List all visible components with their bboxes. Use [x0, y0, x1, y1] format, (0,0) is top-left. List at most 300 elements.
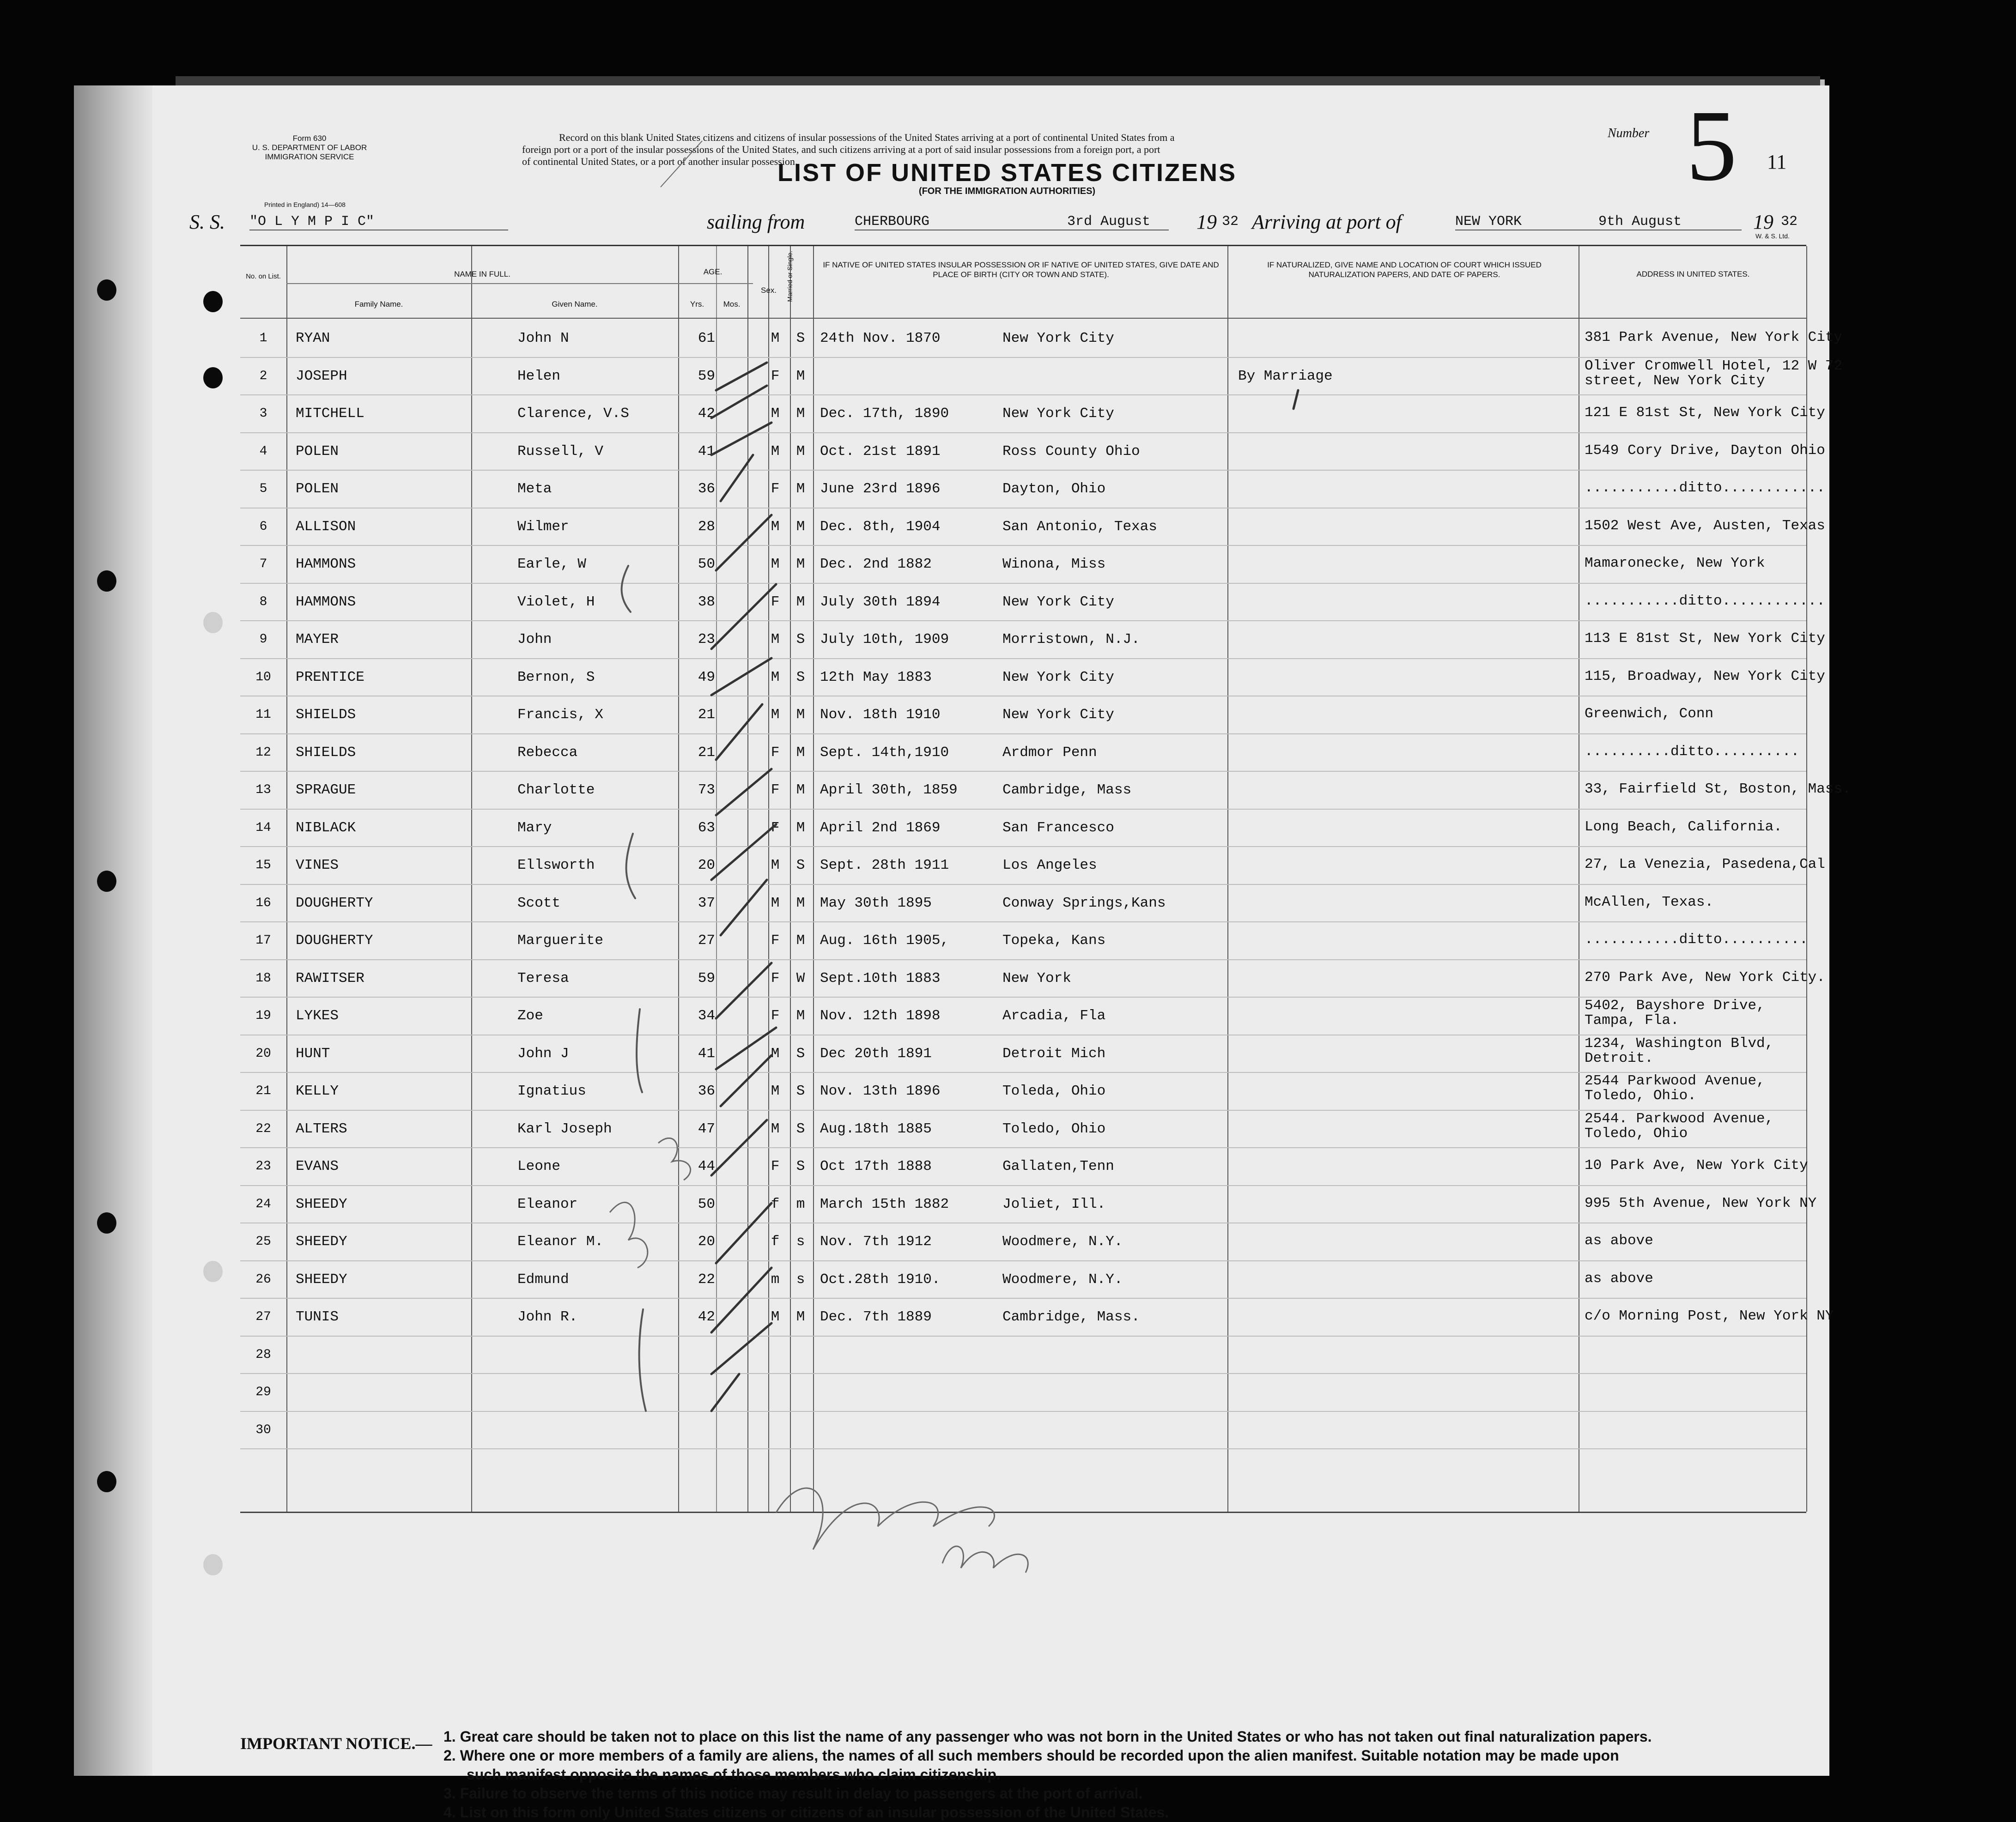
handwritten-note — [610, 1202, 648, 1268]
birth-date: May 30th 1895 — [820, 895, 932, 911]
col-age: AGE. — [703, 267, 723, 276]
birth-place: New York City — [1002, 593, 1114, 610]
notice-item: 4. List on this form only United States citizens or citizens of an insular possession of the United States. — [443, 1804, 1169, 1821]
col-yrs: Yrs. — [690, 300, 704, 309]
birth-place: Joliet, Ill. — [1002, 1196, 1106, 1212]
notice-item: 2. Where one or more members of a family are aliens, the names of all such members should be recorded upon the alien manifest. Suitable notation may be made upon — [443, 1747, 1619, 1764]
family-name: SHIELDS — [296, 707, 356, 723]
marital-status: M — [796, 406, 805, 422]
given-name: Helen — [517, 368, 561, 384]
birth-place: Ardmor Penn — [1002, 744, 1097, 761]
birth-place: Los Angeles — [1002, 857, 1097, 873]
notice-item: such manifest opposite the names of those members who claim citizenship. — [467, 1766, 1001, 1783]
row-number: 27 — [255, 1310, 271, 1324]
check-mark — [711, 1323, 771, 1374]
birth-date: Oct 17th 1888 — [820, 1158, 932, 1174]
address-line: Long Beach, California. — [1585, 818, 1782, 835]
record-text-line: Record on this blank United States citizens and citizens of insular possessions of the United States arriving at a port of continental United States from a — [559, 132, 1175, 143]
row-number: 17 — [255, 933, 271, 948]
age-years: 59 — [698, 368, 715, 384]
check-mark — [721, 455, 753, 501]
address-line: Greenwich, Conn — [1585, 706, 1714, 722]
marital-status: S — [796, 1158, 805, 1174]
birth-place: New York City — [1002, 406, 1114, 422]
family-name: PRENTICE — [296, 669, 364, 685]
address-line: Tampa, Fla. — [1585, 1012, 1679, 1029]
marital-status: s — [796, 1271, 805, 1288]
form-number: Form 630 — [292, 134, 327, 143]
age-years: 36 — [698, 1083, 715, 1099]
check-mark — [711, 824, 776, 880]
marital-status: M — [796, 744, 805, 761]
address-line: ...........ditto.......... — [1585, 932, 1808, 948]
birth-date: Oct. 21st 1891 — [820, 443, 941, 460]
row-number: 12 — [255, 745, 271, 760]
birth-place: Winona, Miss — [1002, 556, 1106, 572]
sex: f — [771, 1234, 780, 1250]
check-mark — [716, 1203, 771, 1263]
address-line: Mamaronecke, New York — [1585, 555, 1765, 571]
row-number: 14 — [255, 820, 271, 835]
birth-date: April 2nd 1869 — [820, 819, 941, 836]
family-name: ALLISON — [296, 518, 356, 535]
given-name: Francis, X — [517, 707, 604, 723]
marital-status: M — [796, 932, 805, 949]
address-line: street, New York City — [1585, 372, 1765, 389]
check-mark — [711, 386, 767, 418]
family-name: ALTERS — [296, 1120, 347, 1137]
address-line: 121 E 81st St, New York City — [1585, 405, 1825, 421]
marital-status: S — [796, 330, 805, 346]
family-name: SHIELDS — [296, 744, 356, 761]
sex: M — [771, 556, 780, 572]
birth-place: Cambridge, Mass. — [1002, 1309, 1140, 1325]
age-years: 21 — [698, 707, 715, 723]
marital-status: S — [796, 669, 805, 685]
service-name: IMMIGRATION SERVICE — [265, 152, 354, 161]
address-line: Detroit. — [1585, 1050, 1653, 1066]
age-years: 61 — [698, 330, 715, 346]
handwritten-marks — [74, 85, 1829, 1776]
record-text-line: foreign port or a port of the insular possessions of the United States, and such citizens arriving at a port of said insular possessions from a foreign port, a port — [522, 144, 1160, 155]
address-line: as above — [1585, 1270, 1653, 1287]
row-number: 21 — [255, 1084, 271, 1098]
marital-status: M — [796, 518, 805, 535]
row-number: 25 — [255, 1235, 271, 1249]
departure-date: 3rd August — [1067, 214, 1151, 230]
sex: F — [771, 782, 780, 798]
row-number: 11 — [255, 708, 271, 722]
family-name: TUNIS — [296, 1309, 339, 1325]
row-number: 18 — [255, 971, 271, 986]
address-line: ..........ditto.......... — [1585, 743, 1800, 760]
marital-status: M — [796, 443, 805, 460]
marital-status: M — [796, 368, 805, 384]
given-name: Eleanor — [517, 1196, 578, 1212]
address-line: 5402, Bayshore Drive, — [1585, 998, 1765, 1014]
given-name: Violet, H — [517, 593, 595, 610]
birth-place: San Antonio, Texas — [1002, 518, 1157, 535]
signature — [776, 1488, 995, 1550]
row-number: 29 — [255, 1385, 271, 1399]
birth-date: Dec. 8th, 1904 — [820, 518, 941, 535]
check-mark — [711, 584, 776, 649]
birth-date: Nov. 7th 1912 — [820, 1234, 932, 1250]
birth-place: New York City — [1002, 669, 1114, 685]
row-number: 13 — [255, 783, 271, 797]
sex: F — [771, 368, 780, 384]
given-name: John N — [517, 330, 569, 346]
birth-place: Morristown, N.J. — [1002, 631, 1140, 648]
list-number-suffix: 11 — [1767, 151, 1787, 173]
address-line: 2544 Parkwood Avenue, — [1585, 1073, 1765, 1089]
notice-label: IMPORTANT NOTICE.— — [240, 1734, 432, 1753]
family-name: DOUGHERTY — [296, 895, 373, 911]
sex: M — [771, 631, 780, 648]
birth-place: Toleda, Ohio — [1002, 1083, 1106, 1099]
address-line: McAllen, Texas. — [1585, 894, 1714, 910]
given-name: Rebecca — [517, 744, 578, 761]
birth-date: Dec 20th 1891 — [820, 1045, 932, 1062]
row-number: 8 — [259, 594, 267, 609]
sex: M — [771, 406, 780, 422]
birth-date: Nov. 18th 1910 — [820, 707, 941, 723]
col-naturalized-info: IF NATURALIZED, GIVE NAME AND LOCATION OF COURT WHICH ISSUED NATURALIZATION PAPERS, AND DATE OF PAPERS. — [1267, 260, 1542, 279]
sex: M — [771, 1045, 780, 1062]
sex: M — [771, 1309, 780, 1325]
ss-label: S. S. — [189, 211, 225, 233]
given-name: Eleanor M. — [517, 1234, 604, 1250]
age-years: 49 — [698, 669, 715, 685]
age-years: 50 — [698, 1196, 715, 1212]
age-years: 28 — [698, 518, 715, 535]
birth-date: Nov. 13th 1896 — [820, 1083, 941, 1099]
birth-place: San Francesco — [1002, 819, 1114, 836]
age-years: 20 — [698, 857, 715, 873]
row-number: 30 — [255, 1422, 271, 1437]
row-number: 9 — [259, 632, 267, 647]
address-line: ...........ditto............ — [1585, 480, 1825, 496]
age-years: 47 — [698, 1120, 715, 1137]
marital-status: M — [796, 1008, 805, 1024]
pen-stroke — [661, 141, 702, 187]
family-name: VINES — [296, 857, 339, 873]
row-number: 22 — [255, 1121, 271, 1136]
col-given-name: Given Name. — [552, 300, 598, 309]
given-name: John — [517, 631, 552, 648]
given-name: Clarence, V.S — [517, 406, 629, 422]
marital-status: S — [796, 631, 805, 648]
check-mark — [716, 515, 771, 570]
check-mark — [716, 1028, 776, 1069]
birth-date: June 23rd 1896 — [820, 481, 941, 497]
age-years: 50 — [698, 556, 715, 572]
given-name: Mary — [517, 819, 552, 836]
family-name: SHEEDY — [296, 1196, 347, 1212]
age-years: 41 — [698, 443, 715, 460]
marital-status: M — [796, 819, 805, 836]
sex: M — [771, 857, 780, 873]
given-name: Karl Joseph — [517, 1120, 612, 1137]
bracket-mark — [637, 1009, 642, 1092]
address-line: 1234, Washington Blvd, — [1585, 1035, 1774, 1052]
sex: M — [771, 669, 780, 685]
row-number: 2 — [259, 369, 267, 383]
given-name: Leone — [517, 1158, 561, 1174]
col-name-in-full: NAME IN FULL. — [454, 270, 510, 278]
birth-place: Arcadia, Fla — [1002, 1008, 1106, 1024]
page-subtitle: (FOR THE IMMIGRATION AUTHORITIES) — [918, 186, 1096, 196]
check-mark — [1293, 390, 1298, 409]
birth-place: New York City — [1002, 330, 1114, 346]
marital-status: M — [796, 593, 805, 610]
given-name: Scott — [517, 895, 561, 911]
manifest-page — [74, 85, 1851, 1821]
check-mark — [711, 1374, 739, 1411]
family-name: NIBLACK — [296, 819, 356, 836]
given-name: Zoe — [517, 1008, 543, 1024]
col-family-name: Family Name. — [354, 300, 403, 309]
birth-date: April 30th, 1859 — [820, 782, 958, 798]
address-line: Toledo, Ohio. — [1585, 1088, 1696, 1104]
address-line: 995 5th Avenue, New York NY — [1585, 1195, 1817, 1211]
age-years: 42 — [698, 1309, 715, 1325]
sex: F — [771, 970, 780, 987]
birth-place: Conway Springs,Kans — [1002, 895, 1166, 911]
family-name: KELLY — [296, 1083, 339, 1099]
address-line: Toledo, Ohio — [1585, 1125, 1688, 1142]
bracket-mark — [639, 1309, 646, 1411]
given-name: Edmund — [517, 1271, 569, 1288]
arrival-date: 9th August — [1598, 214, 1682, 230]
number-label: Number — [1608, 126, 1650, 140]
address-line: 270 Park Ave, New York City. — [1585, 969, 1825, 986]
family-name: HUNT — [296, 1045, 330, 1062]
birth-place: Ross County Ohio — [1002, 443, 1140, 460]
family-name: LYKES — [296, 1008, 339, 1024]
birth-date: Aug. 16th 1905, — [820, 932, 949, 949]
age-years: 27 — [698, 932, 715, 949]
sex: F — [771, 481, 780, 497]
given-name: Russell, V — [517, 443, 604, 460]
row-number: 10 — [255, 670, 271, 684]
family-name: SPRAGUE — [296, 782, 356, 798]
address-line: 115, Broadway, New York City — [1585, 668, 1825, 684]
row-number: 1 — [259, 331, 267, 345]
col-mos: Mos. — [723, 300, 741, 309]
notice-item: 3. Failure to observe the terms of this notice may result in delay to passengers at the port of arrival. — [443, 1785, 1143, 1802]
check-mark — [711, 658, 771, 695]
family-name: POLEN — [296, 443, 339, 460]
record-text-line: of continental United States, or a port of another insular possession. — [522, 156, 798, 167]
marital-status: M — [796, 481, 805, 497]
naturalization-info: By Marriage — [1238, 368, 1333, 384]
check-mark — [721, 880, 767, 935]
address-line: 1549 Cory Drive, Dayton Ohio — [1585, 442, 1825, 459]
age-years: 73 — [698, 782, 715, 798]
birth-date: Aug.18th 1885 — [820, 1120, 932, 1137]
marital-status: W — [796, 970, 805, 987]
sex: M — [771, 1083, 780, 1099]
marital-status: S — [796, 857, 805, 873]
age-years: 20 — [698, 1234, 715, 1250]
sex: m — [771, 1271, 780, 1288]
sex: M — [771, 895, 780, 911]
birth-place: Woodmere, N.Y. — [1002, 1234, 1123, 1250]
age-years: 44 — [698, 1158, 715, 1174]
col-birth-info: IF NATIVE OF UNITED STATES INSULAR POSSESSION OR IF NATIVE OF UNITED STATES, GIVE DATE AND PLACE OF BIRTH (CITY OR TOWN AND STATE). — [823, 260, 1219, 279]
family-name: EVANS — [296, 1158, 339, 1174]
arriving-label: Arriving at port of — [1252, 211, 1402, 233]
departure-port: CHERBOURG — [855, 214, 1169, 230]
col-sex: Sex. — [760, 286, 777, 295]
col-married-single: Married or Single. — [786, 251, 794, 302]
marital-status: m — [796, 1196, 805, 1212]
family-name: DOUGHERTY — [296, 932, 373, 949]
address-line: 27, La Venezia, Pasedena,Cal — [1585, 856, 1825, 872]
age-years: 42 — [698, 406, 715, 422]
birth-date: July 30th 1894 — [820, 593, 941, 610]
address-line: 33, Fairfield St, Boston, Mass. — [1585, 781, 1851, 797]
sex: F — [771, 1008, 780, 1024]
age-years: 37 — [698, 895, 715, 911]
birth-place: Cambridge, Mass — [1002, 782, 1132, 798]
address-line: Oliver Cromwell Hotel, 12 W 72 — [1585, 357, 1843, 374]
sex: M — [771, 1120, 780, 1137]
birth-date: March 15th 1882 — [820, 1196, 949, 1212]
check-mark — [716, 963, 771, 1018]
given-name: Ignatius — [517, 1083, 586, 1099]
arrival-port: NEW YORK — [1455, 214, 1742, 230]
sex: F — [771, 932, 780, 949]
family-name: HAMMONS — [296, 556, 356, 572]
given-name: Marguerite — [517, 932, 604, 949]
marital-status: M — [796, 1309, 805, 1325]
handwritten-note — [658, 1138, 691, 1180]
signature — [942, 1546, 1028, 1573]
check-mark — [711, 1268, 771, 1332]
department-name: U. S. DEPARTMENT OF LABOR — [252, 143, 367, 152]
address-line: c/o Morning Post, New York NY — [1585, 1308, 1834, 1324]
check-mark — [711, 423, 771, 455]
family-name: MITCHELL — [296, 406, 364, 422]
age-years: 41 — [698, 1045, 715, 1062]
birth-date: Dec. 17th, 1890 — [820, 406, 949, 422]
row-number: 19 — [255, 1009, 271, 1023]
given-name: Wilmer — [517, 518, 569, 535]
marital-status: S — [796, 1083, 805, 1099]
row-number: 7 — [259, 557, 267, 571]
given-name: Ellsworth — [517, 857, 595, 873]
bracket-mark — [622, 566, 631, 612]
birth-date: Oct.28th 1910. — [820, 1271, 941, 1288]
birth-date: 12th May 1883 — [820, 669, 932, 685]
age-years: 38 — [698, 593, 715, 610]
birth-place: Woodmere, N.Y. — [1002, 1271, 1123, 1288]
sex: f — [771, 1196, 780, 1212]
birth-place: Dayton, Ohio — [1002, 481, 1106, 497]
bracket-mark — [626, 834, 635, 898]
sex: M — [771, 330, 780, 346]
family-name: HAMMONS — [296, 593, 356, 610]
row-number: 23 — [255, 1159, 271, 1174]
given-name: Charlotte — [517, 782, 595, 798]
check-mark — [716, 363, 767, 390]
given-name: Earle, W — [517, 556, 586, 572]
row-number: 28 — [255, 1347, 271, 1362]
printer-mark: W. & S. Ltd. — [1755, 232, 1790, 240]
arrival-year: 32 — [1781, 214, 1798, 230]
family-name: JOSEPH — [296, 368, 347, 384]
address-line: ...........ditto............ — [1585, 593, 1825, 609]
notice-item: 1. Great care should be taken not to place on this list the name of any passenger who was not born in the United States or who has not taken out final naturalization papers. — [443, 1728, 1652, 1745]
address-line: 2544. Parkwood Avenue, — [1585, 1110, 1774, 1127]
age-years: 36 — [698, 481, 715, 497]
check-mark — [721, 1055, 771, 1106]
given-name: Meta — [517, 481, 552, 497]
marital-status: S — [796, 1120, 805, 1137]
address-line: as above — [1585, 1233, 1653, 1249]
birth-place: Gallaten,Tenn — [1002, 1158, 1114, 1174]
marital-status: s — [796, 1234, 805, 1250]
marital-status: M — [796, 895, 805, 911]
age-years: 22 — [698, 1271, 715, 1288]
address-line: 381 Park Avenue, New York City — [1585, 329, 1843, 345]
sex: F — [771, 744, 780, 761]
printed-note: Printed in England) 14—608 — [264, 201, 346, 208]
sex: F — [771, 593, 780, 610]
sex: M — [771, 443, 780, 460]
marital-status: S — [796, 1045, 805, 1062]
marital-status: M — [796, 707, 805, 723]
family-name: MAYER — [296, 631, 339, 648]
row-number: 26 — [255, 1272, 271, 1287]
family-name: RAWITSER — [296, 970, 364, 987]
birth-date: Sept. 28th 1911 — [820, 857, 949, 873]
check-mark — [711, 1120, 767, 1175]
col-address: ADDRESS IN UNITED STATES. — [1636, 270, 1750, 278]
birth-place: Detroit Mich — [1002, 1045, 1106, 1062]
sex: M — [771, 518, 780, 535]
row-number: 4 — [259, 444, 267, 459]
row-number: 6 — [259, 519, 267, 534]
year-prefix: 19 — [1753, 211, 1773, 233]
marital-status: M — [796, 782, 805, 798]
list-number: 5 — [1686, 89, 1737, 202]
birth-date: Nov. 12th 1898 — [820, 1008, 941, 1024]
age-years: 21 — [698, 744, 715, 761]
sex: F — [771, 819, 780, 836]
given-name: John R. — [517, 1309, 578, 1325]
page-title: LIST OF UNITED STATES CITIZENS — [777, 159, 1237, 187]
given-name: Teresa — [517, 970, 569, 987]
row-number: 15 — [255, 858, 271, 872]
birth-date: Dec. 7th 1889 — [820, 1309, 932, 1325]
birth-date: Sept.10th 1883 — [820, 970, 941, 987]
row-number: 20 — [255, 1046, 271, 1061]
family-name: SHEEDY — [296, 1234, 347, 1250]
birth-place: Toledo, Ohio — [1002, 1120, 1106, 1137]
age-years: 23 — [698, 631, 715, 648]
row-number: 3 — [259, 406, 267, 421]
birth-place: New York — [1002, 970, 1071, 987]
row-number: 5 — [259, 482, 267, 496]
sex: F — [771, 1158, 780, 1174]
row-number: 16 — [255, 896, 271, 910]
age-years: 34 — [698, 1008, 715, 1024]
age-years: 63 — [698, 819, 715, 836]
birth-date: Sept. 14th,1910 — [820, 744, 949, 761]
